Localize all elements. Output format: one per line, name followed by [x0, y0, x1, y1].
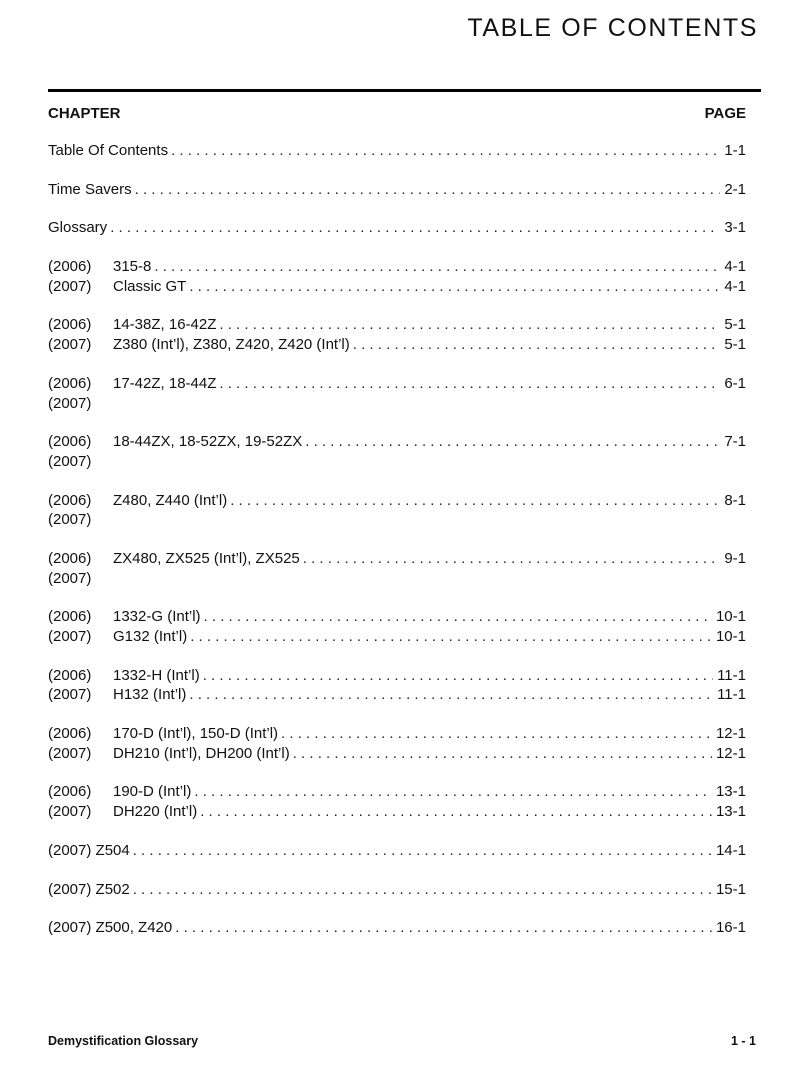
toc-entry-page: 12-1 — [715, 744, 746, 762]
toc-entry-year: (2007) — [48, 569, 92, 587]
toc-entry[interactable] — [48, 315, 746, 335]
toc-entry[interactable] — [48, 432, 746, 452]
page-title: TABLE OF CONTENTS — [467, 14, 758, 42]
toc-entry[interactable] — [48, 277, 746, 297]
dot-leader — [189, 685, 713, 705]
dot-leader — [281, 724, 712, 744]
toc-entry-title: DH220 (Int’l) — [113, 803, 198, 821]
page-number: 1 - 1 — [730, 1034, 756, 1048]
toc-group — [48, 374, 746, 413]
toc-entry-year: (2006) — [48, 374, 92, 392]
toc-entry-page: 11-1 — [717, 666, 746, 684]
toc-entry-page: 4-1 — [724, 258, 746, 276]
toc-group — [48, 880, 746, 900]
toc-entry[interactable] — [48, 394, 746, 414]
toc-entry-year: (2007) — [48, 394, 92, 412]
toc-entry-page: 8-1 — [724, 491, 746, 509]
toc-entry[interactable] — [48, 569, 746, 589]
toc-entry-page: 5-1 — [724, 316, 746, 334]
dot-leader — [204, 607, 712, 627]
chapter-header: CHAPTER — [48, 105, 121, 122]
toc-entry-year: (2007) — [48, 628, 92, 645]
toc-entry-page: 7-1 — [724, 433, 746, 451]
toc-entry-title: (2007) Z504 — [48, 841, 130, 859]
toc-entry[interactable] — [48, 841, 746, 861]
toc-entry-page: 6-1 — [724, 374, 746, 392]
toc-list — [48, 141, 746, 957]
toc-group — [48, 607, 746, 646]
toc-group — [48, 782, 746, 821]
toc-entry[interactable] — [48, 744, 746, 764]
toc-entry-year: (2006) — [48, 725, 92, 743]
toc-entry[interactable] — [48, 335, 746, 355]
toc-group — [48, 315, 746, 354]
toc-entry-page: 3-1 — [724, 219, 746, 237]
toc-entry-title: Z480, Z440 (Int’l) — [113, 491, 228, 509]
dot-leader — [133, 880, 712, 900]
toc-entry-year: (2006) — [48, 316, 92, 334]
toc-entry-page: 16-1 — [715, 919, 746, 937]
dot-leader — [219, 374, 720, 394]
toc-entry[interactable] — [48, 802, 746, 822]
toc-entry[interactable] — [48, 374, 746, 394]
toc-entry-year: (2007) — [48, 744, 92, 762]
toc-group — [48, 549, 746, 588]
toc-entry[interactable] — [48, 724, 746, 744]
dot-leader — [133, 841, 712, 861]
toc-entry-title: Z380 (Int’l), Z380, Z420, Z420 (Int’l) — [113, 336, 350, 354]
toc-entry-year: (2006) — [48, 491, 92, 509]
toc-entry-title: 14-38Z, 16-42Z — [113, 316, 217, 334]
toc-entry-year: (2007) — [48, 336, 92, 354]
dot-leader — [200, 802, 712, 822]
toc-entry-page: 5-1 — [724, 336, 746, 354]
dot-leader — [305, 432, 720, 452]
toc-entry-page: 12-1 — [715, 725, 746, 743]
toc-entry-title: H132 (Int’l) — [113, 686, 187, 704]
page-header: PAGE — [704, 105, 746, 122]
toc-entry-page: 10-1 — [715, 628, 746, 645]
toc-entry-year: (2006) — [48, 783, 92, 801]
toc-entry-year: (2007) — [48, 511, 92, 529]
toc-entry[interactable] — [48, 141, 746, 161]
toc-entry-year: (2006) — [48, 549, 92, 567]
toc-entry[interactable] — [48, 257, 746, 277]
toc-group — [48, 724, 746, 763]
toc-entry[interactable] — [48, 180, 746, 200]
toc-entry-title: 1332-H (Int’l) — [113, 666, 200, 684]
toc-group — [48, 491, 746, 530]
toc-entry-title: Time Savers — [48, 180, 132, 198]
toc-entry[interactable] — [48, 510, 746, 530]
dot-leader — [303, 549, 721, 569]
toc-entry[interactable] — [48, 666, 746, 686]
toc-entry[interactable] — [48, 627, 746, 647]
toc-entry[interactable] — [48, 607, 746, 627]
toc-entry[interactable] — [48, 880, 746, 900]
dot-leader — [135, 180, 721, 200]
toc-entry-year: (2007) — [48, 277, 92, 295]
title-rule — [48, 89, 761, 92]
toc-entry-title: (2007) Z500, Z420 — [48, 919, 173, 937]
dot-leader — [154, 257, 720, 277]
toc-entry[interactable] — [48, 782, 746, 802]
toc-entry[interactable] — [48, 685, 746, 705]
footer-title: Demystification Glossary — [48, 1034, 199, 1048]
dot-leader — [353, 335, 721, 355]
toc-entry-title: 18-44ZX, 18-52ZX, 19-52ZX — [113, 433, 303, 451]
toc-entry-title: G132 (Int’l) — [113, 628, 188, 645]
toc-entry-page: 14-1 — [715, 841, 746, 859]
dot-leader — [189, 277, 720, 297]
toc-entry-title: 1332-G (Int’l) — [113, 608, 201, 626]
toc-entry-title: 17-42Z, 18-44Z — [113, 374, 217, 392]
toc-entry-year: (2006) — [48, 666, 92, 684]
toc-entry-page: 13-1 — [715, 803, 746, 821]
dot-leader — [230, 491, 720, 511]
toc-entry-title: Glossary — [48, 219, 108, 237]
toc-entry[interactable] — [48, 452, 746, 472]
dot-leader — [203, 666, 713, 686]
toc-entry-title: (2007) Z502 — [48, 880, 130, 898]
toc-entry-year: (2006) — [48, 608, 92, 626]
dot-leader — [110, 218, 720, 238]
dot-leader — [219, 315, 720, 335]
toc-entry-title: Table Of Contents — [48, 142, 169, 159]
toc-group — [48, 918, 746, 938]
footer — [48, 1034, 756, 1048]
column-headers — [48, 105, 746, 122]
toc-entry-title: 315-8 — [113, 258, 152, 276]
toc-entry[interactable] — [48, 549, 746, 569]
toc-entry-page: 9-1 — [724, 549, 746, 567]
toc-group — [48, 180, 746, 200]
toc-group — [48, 666, 746, 705]
toc-group — [48, 218, 746, 238]
toc-entry-title: 170-D (Int’l), 150-D (Int’l) — [113, 725, 279, 743]
dot-leader — [171, 141, 720, 161]
toc-group — [48, 432, 746, 471]
dot-leader — [293, 744, 712, 764]
toc-entry-year: (2007) — [48, 452, 92, 470]
toc-group — [48, 841, 746, 861]
toc-entry-title: Classic GT — [113, 277, 187, 295]
toc-entry-page: 2-1 — [724, 180, 746, 198]
toc-entry-year: (2007) — [48, 686, 92, 704]
toc-entry-page: 10-1 — [715, 608, 746, 626]
toc-entry-page: 11-1 — [717, 686, 746, 704]
toc-entry-title: DH210 (Int’l), DH200 (Int’l) — [113, 744, 290, 762]
toc-entry-page: 13-1 — [715, 783, 746, 801]
toc-entry-title: 190-D (Int’l) — [113, 783, 192, 801]
toc-entry-year: (2007) — [48, 803, 92, 821]
toc-entry[interactable] — [48, 218, 746, 238]
toc-entry-page: 4-1 — [724, 277, 746, 295]
toc-group — [48, 141, 746, 161]
toc-entry[interactable] — [48, 491, 746, 511]
toc-entry-page: 15-1 — [715, 880, 746, 898]
toc-entry[interactable] — [48, 918, 746, 938]
toc-entry-year: (2006) — [48, 258, 92, 276]
toc-group — [48, 257, 746, 296]
toc-entry-page: 1-1 — [724, 142, 746, 159]
toc-entry-year: (2006) — [48, 433, 92, 451]
toc-entry-title: ZX480, ZX525 (Int’l), ZX525 — [113, 549, 300, 567]
dot-leader — [190, 627, 712, 647]
dot-leader — [175, 918, 712, 938]
dot-leader — [194, 782, 712, 802]
